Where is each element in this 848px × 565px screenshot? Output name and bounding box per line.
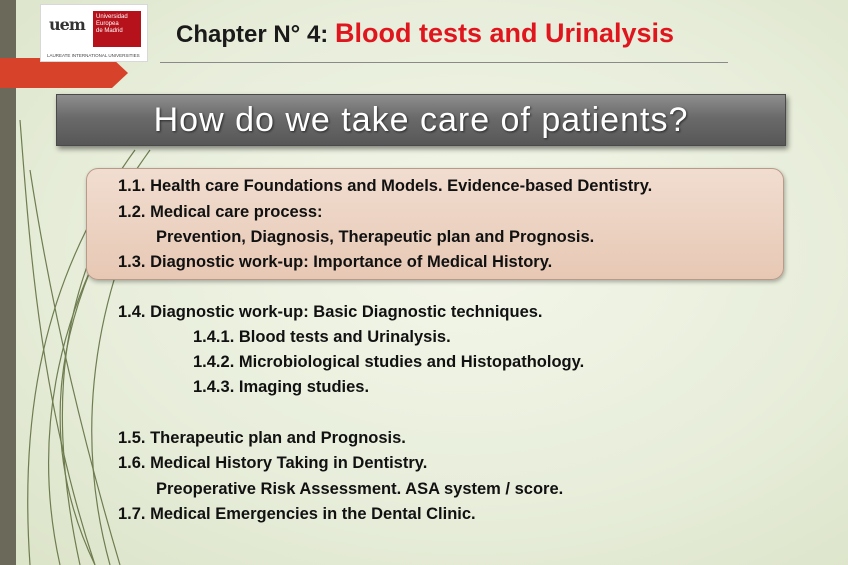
outline-subitem: 1.4.3. Imaging studies. bbox=[193, 378, 370, 396]
logo-tagline: LAUREATE INTERNATIONAL UNIVERSITIES bbox=[47, 53, 140, 58]
logo-mark: uem bbox=[49, 15, 85, 34]
outline-item: 1.6. Medical History Taking in Dentistry. bbox=[118, 454, 428, 472]
logo-name-line: Europea bbox=[96, 21, 119, 27]
outline-subitem: Prevention, Diagnosis, Therapeutic plan and Prognosis. bbox=[156, 228, 595, 246]
outline-item: 1.2. Medical care process: bbox=[118, 203, 323, 221]
logo-name-line: de Madrid bbox=[96, 28, 123, 34]
outline-item: 1.7. Medical Emergencies in the Dental Clinic. bbox=[118, 505, 476, 523]
banner-title: How do we take care of patients? bbox=[153, 101, 689, 139]
chapter-prefix: Chapter N° 4: bbox=[176, 21, 329, 48]
red-arrow-shape bbox=[0, 58, 128, 88]
logo-name-line: Universidad bbox=[96, 14, 128, 20]
outline-subitem: Preoperative Risk Assessment. ASA system / score. bbox=[156, 480, 564, 498]
chapter-heading bbox=[176, 18, 674, 49]
outline-subitem: 1.4.1. Blood tests and Urinalysis. bbox=[193, 328, 451, 346]
outline-subitem: 1.4.2. Microbiological studies and Histopathology. bbox=[193, 353, 585, 371]
outline-item: 1.5. Therapeutic plan and Prognosis. bbox=[118, 429, 406, 447]
university-logo bbox=[40, 4, 148, 62]
outline-item: 1.1. Health care Foundations and Models. Evidence-based Dentistry. bbox=[118, 177, 653, 195]
title-banner bbox=[56, 94, 786, 146]
chapter-title: Blood tests and Urinalysis bbox=[334, 18, 675, 48]
outline-item: 1.4. Diagnostic work-up: Basic Diagnostic techniques. bbox=[118, 303, 543, 321]
header-divider bbox=[160, 62, 728, 63]
logo-name-block bbox=[93, 11, 141, 47]
outline-item: 1.3. Diagnostic work-up: Importance of Medical History. bbox=[118, 253, 553, 271]
